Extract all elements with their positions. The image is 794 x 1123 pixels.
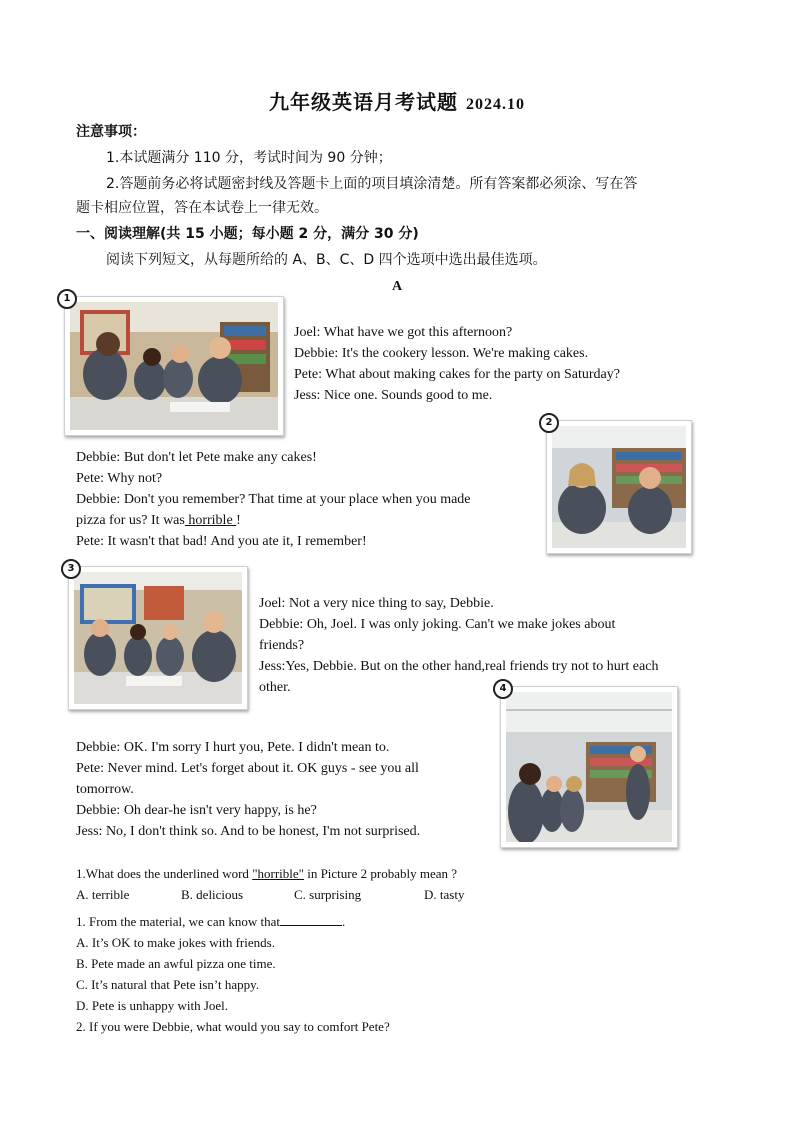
dialogue-line: Debbie: OK. I'm sorry I hurt you, Pete. I didn't mean to.	[76, 740, 390, 755]
notice-item-2-line2: 题卡相应位置，答在本试卷上一律无效。	[76, 200, 328, 216]
section-heading: 一、阅读理解(共 15 小题；每小题 2 分，满分 30 分)	[76, 226, 419, 242]
line-text: !	[236, 513, 241, 528]
dialogue-line: Pete: What about making cakes for the party on Saturday?	[294, 367, 620, 382]
question-text: 1. From the material, we can know that	[76, 914, 280, 929]
dialogue-line: friends?	[259, 638, 305, 653]
dialogue-line: Jess: No, I don't think so. And to be honest, I'm not surprised.	[76, 824, 421, 839]
dialogue-line: Debbie: Oh dear-he isn't very happy, is he?	[76, 803, 317, 818]
dialogue-line: Debbie: It's the cookery lesson. We're making cakes.	[294, 346, 589, 361]
notice-item-1: 1.本试题满分 110 分，考试时间为 90 分钟；	[106, 150, 392, 166]
photo-1	[63, 293, 284, 436]
photo-3	[67, 563, 248, 710]
question-1-options	[0, 884, 794, 905]
option-b: B. Pete made an awful pizza one time.	[76, 956, 276, 971]
option-b: B. delicious	[181, 887, 244, 902]
question-text: in Picture 2 probably mean ?	[303, 866, 458, 881]
option-a: A. terrible	[76, 887, 130, 902]
dialogue-line: Debbie: But don't let Pete make any cakes!	[76, 450, 317, 465]
photo-number-badge: 4	[493, 679, 513, 699]
option-d: D. tasty	[424, 887, 465, 902]
dialogue-line: other.	[259, 680, 291, 695]
dialogue-line	[76, 510, 471, 531]
option-a: A. It’s OK to make jokes with friends.	[76, 935, 275, 950]
section-instruction: 阅读下列短文，从每题所给的 A、B、C、D 四个选项中选出最佳选项。	[106, 252, 547, 268]
title-year: 2024.10	[466, 96, 525, 113]
dialogue-line: Joel: What have we got this afternoon?	[294, 325, 513, 340]
dialogue-line: Jess: Nice one. Sounds good to me.	[294, 388, 493, 403]
dialogue-line: Debbie: Don't you remember? That time at your place when you made	[76, 492, 471, 507]
photo-4	[499, 683, 678, 848]
passage-label: A	[391, 279, 403, 294]
classroom-photo-3	[74, 572, 242, 704]
dialogue-line: tomorrow.	[76, 782, 134, 797]
dialogue-line: Pete: It wasn't that bad! And you ate it, I remember!	[76, 534, 367, 549]
dialogue-line: Pete: Why not?	[76, 471, 163, 486]
classroom-photo-2	[552, 426, 686, 548]
photo-number-badge: 2	[539, 413, 559, 433]
dialogue-line: Jess:Yes, Debbie. But on the other hand,real friends try not to hurt each	[259, 659, 659, 674]
classroom-photo-4	[506, 692, 672, 842]
photo-number-badge: 3	[61, 559, 81, 579]
underlined-word: "horrible"	[252, 866, 304, 881]
question-2-options	[76, 932, 276, 1016]
line-text: pizza for us? It was	[76, 513, 185, 528]
dialogue-4	[76, 737, 420, 842]
option-c: C. surprising	[294, 887, 362, 902]
dialogue-3	[259, 593, 717, 698]
notice-item-2-line1: 2.答题前务必将试题密封线及答题卡上面的项目填涂清楚。所有答案都必须涂、写在答	[106, 176, 638, 192]
dialogue-1	[294, 322, 620, 406]
answer-blank	[280, 911, 342, 926]
option-c: C. It’s natural that Pete isn’t happy.	[76, 977, 260, 992]
dialogue-line: Joel: Not a very nice thing to say, Debbie.	[259, 596, 494, 611]
title-text: 九年级英语月考试题	[269, 92, 458, 114]
photo-2	[545, 417, 692, 554]
classroom-photo-1	[70, 302, 278, 430]
question-text: 1.What does the underlined word	[76, 866, 253, 881]
page-title	[0, 86, 794, 115]
dialogue-line: Pete: Never mind. Let's forget about it. OK guys - see you all	[76, 761, 419, 776]
notice-heading: 注意事项：	[76, 124, 146, 140]
question-2-stem: 1. From the material, we can know that .	[76, 911, 345, 932]
dialogue-line: Debbie: Oh, Joel. I was only joking. Can't we make jokes about	[259, 617, 616, 632]
photo-number-badge: 1	[57, 289, 77, 309]
underlined-word-horrible: horrible	[184, 513, 237, 528]
option-d: D. Pete is unhappy with Joel.	[76, 998, 229, 1013]
question-3-stem: 2. If you were Debbie, what would you say to comfort Pete?	[76, 1019, 390, 1034]
question-1-stem	[76, 863, 457, 884]
dialogue-2	[76, 447, 471, 552]
